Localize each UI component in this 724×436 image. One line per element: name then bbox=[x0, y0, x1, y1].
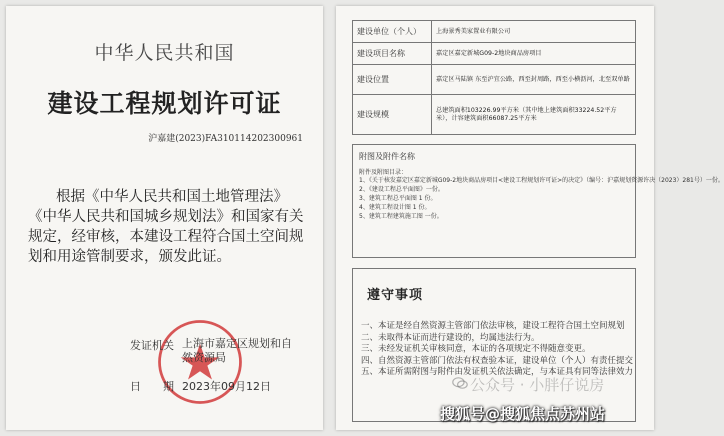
list-item: 1、《关于核发嘉定区嘉定新城G09-2地块商品房项目<建设工程规划许可证>的决定》（编号：沪嘉规划资源许决（2023）281号）一份。 bbox=[359, 177, 724, 184]
row-label: 建设项目名称 bbox=[353, 43, 432, 65]
country-name: 中华人民共和国 bbox=[94, 42, 235, 64]
list-item: 四、自然资源主管部门依法有权查验本证，建设单位（个人）有责任提交 bbox=[361, 355, 634, 366]
permit-body-text bbox=[28, 187, 304, 267]
body-line: 规定，经审核，本建设工程符合国土空间规 bbox=[28, 229, 304, 245]
row-value: 总建筑面积103226.99平方米（其中地上建筑面积33224.52平方米），计容建筑面积66087.25平方米 bbox=[432, 95, 636, 135]
row-value: 嘉定区马陆镇 东至沪宜公路，西至封周路，西至小横沥河，北至双单路 bbox=[432, 65, 636, 95]
permit-cover-page bbox=[6, 6, 323, 430]
table-row bbox=[353, 21, 636, 43]
list-item: 3、建筑工程总平面图 1 份。 bbox=[359, 195, 437, 202]
permit-title: 建设工程规划许可证 bbox=[47, 89, 282, 118]
list-item: 五、本证所需附图与附件由发证机关依法确定，与本证具有同等法律效力 bbox=[361, 367, 634, 377]
body-line: 划和用途管制要求，颁发此证。 bbox=[28, 249, 231, 265]
row-label: 建设位置 bbox=[353, 65, 432, 95]
list-item: 4、建筑工程设计图 1 份。 bbox=[359, 204, 431, 211]
wechat-icon bbox=[452, 376, 468, 390]
rules-title: 遵守事项 bbox=[367, 288, 424, 303]
issuer-label: 发证机关 bbox=[130, 339, 174, 352]
list-item: 一、本证是经自然资源主管部门依法审核，建设工程符合国土空间规划 bbox=[361, 321, 625, 331]
list-item: 2、《建设工程总平面图》一份。 bbox=[359, 186, 444, 193]
issuer-value: 上海市嘉定区规划和自然资源局 bbox=[182, 337, 292, 364]
permit-detail-page bbox=[336, 6, 724, 430]
body-line: 《中华人民共和国城乡规划法》和国家有关 bbox=[28, 209, 304, 225]
date-label: 日 期 bbox=[130, 380, 174, 393]
attachments-subtitle: 附件及附图目录： bbox=[359, 169, 408, 176]
list-item: 二、未取得本证而进行建设的，均属违法行为。 bbox=[361, 332, 540, 343]
attachments-section bbox=[352, 144, 724, 258]
list-item: 三、未经发证机关审核同意，本证的各项规定不得随意变更。 bbox=[361, 344, 591, 354]
date-value: 2023年09月12日 bbox=[182, 380, 271, 393]
watermark-sohu: 搜狐号@搜狐焦点苏州站 bbox=[440, 405, 606, 423]
row-label: 建设单位（个人） bbox=[353, 21, 432, 43]
project-info-table bbox=[352, 20, 636, 135]
row-value: 嘉定区嘉定新城G09-2地块商品房项目 bbox=[432, 43, 636, 65]
attachments-list bbox=[359, 176, 724, 221]
row-label: 建设规模 bbox=[353, 95, 432, 135]
watermark-wechat: 公众号 · 小胖仔说房 bbox=[470, 376, 605, 394]
table-row bbox=[353, 43, 636, 65]
table-row bbox=[353, 65, 636, 95]
rules-section bbox=[352, 268, 636, 422]
rules-list bbox=[361, 321, 634, 379]
attachments-title: 附图及附件名称 bbox=[359, 152, 415, 161]
row-value: 上海景秀美家置业有限公司 bbox=[432, 21, 636, 43]
certificate-number: 沪嘉建(2023)FA310114202300961 bbox=[148, 134, 303, 144]
body-line: 根据《中华人民共和国土地管理法》 bbox=[56, 189, 288, 205]
list-item: 5、建筑工程建筑施工图 一份。 bbox=[359, 213, 443, 220]
table-row bbox=[353, 95, 636, 135]
